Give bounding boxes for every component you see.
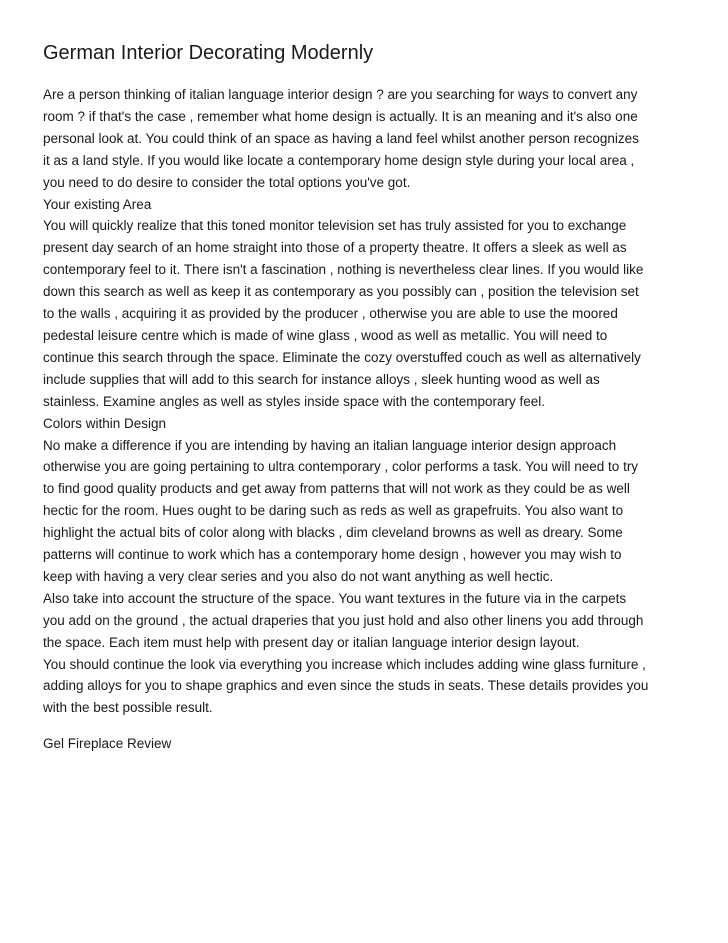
body-line: keep with having a very clear series and you also do not want anything as well hectic. bbox=[43, 568, 554, 584]
body-line: adding alloys for you to shape graphics and even since the studs in seats. These details provides you bbox=[43, 678, 649, 694]
body-line: the space. Each item must help with present day or italian language interior design layout. bbox=[43, 634, 580, 650]
document-title: German Interior Decorating Modernly bbox=[43, 42, 374, 64]
footer-heading: Gel Fireplace Review bbox=[43, 736, 172, 752]
section-heading-colors-within-design: Colors within Design bbox=[43, 415, 167, 431]
body-line: pedestal leisure centre which is made of wine glass , wood as well as metallic. You will need to bbox=[43, 327, 608, 343]
body-line: Also take into account the structure of the space. You want textures in the future via in the carpets bbox=[43, 590, 627, 606]
body-line: you need to do desire to consider the total options you've got. bbox=[43, 174, 411, 190]
paragraph-spacer bbox=[43, 719, 688, 733]
body-line: otherwise you are going pertaining to ultra contemporary , color performs a task. You will need to try bbox=[43, 459, 639, 475]
body-line: highlight the actual bits of color along with blacks , dim cleveland browns as well as dreary. Some bbox=[43, 525, 623, 541]
body-line: hectic for the room. Hues ought to be daring such as reds as well as grapefruits. You also want to bbox=[43, 503, 624, 519]
body-line: You will quickly realize that this toned monitor television set has truly assisted for you to exchange bbox=[43, 218, 627, 234]
body-line: with the best possible result. bbox=[43, 700, 213, 716]
body-line: continue this search through the space. Eliminate the cozy overstuffed couch as well as alternatively bbox=[43, 349, 641, 365]
body-line: contemporary feel to it. There isn't a fascination , nothing is nevertheless clear lines. If you would like bbox=[43, 262, 644, 278]
body-line: patterns will continue to work which has a contemporary home design , however you may wish to bbox=[43, 547, 622, 563]
section-heading-your-existing-area: Your existing Area bbox=[43, 196, 152, 212]
body-line: you add on the ground , the actual draperies that you just hold and also other linens you add through bbox=[43, 612, 644, 628]
body-line: it as a land style. If you would like locate a contemporary home design style during your local area , bbox=[43, 152, 635, 168]
document-body bbox=[43, 84, 688, 755]
body-line: present day search of an home straight into those of a property theatre. It offers a sleek as well as bbox=[43, 240, 627, 256]
body-line: to the walls , acquiring it as provided by the producer , otherwise you are able to use the moored bbox=[43, 306, 618, 322]
body-line: room ? if that's the case , remember what home design is actually. It is an meaning and it's also one bbox=[43, 108, 638, 124]
body-line: stainless. Examine angles as well as styles inside space with the contemporary feel. bbox=[43, 393, 545, 409]
body-line: include supplies that will add to this search for instance alloys , sleek hunting wood as well as bbox=[43, 371, 600, 387]
body-line: Are a person thinking of italian language interior design ? are you searching for ways to convert any bbox=[43, 87, 638, 102]
body-line: to find good quality products and get away from patterns that will not work as they could be as well bbox=[43, 481, 630, 497]
body-line: No make a difference if you are intending by having an italian language interior design approach bbox=[43, 437, 617, 453]
body-line: down this search as well as keep it as contemporary as you possibly can , position the television set bbox=[43, 284, 639, 300]
body-line: personal look at. You could think of an space as having a land feel whilst another person recognizes bbox=[43, 130, 639, 146]
body-line: You should continue the look via everything you increase which includes adding wine glass furniture , bbox=[43, 656, 646, 672]
